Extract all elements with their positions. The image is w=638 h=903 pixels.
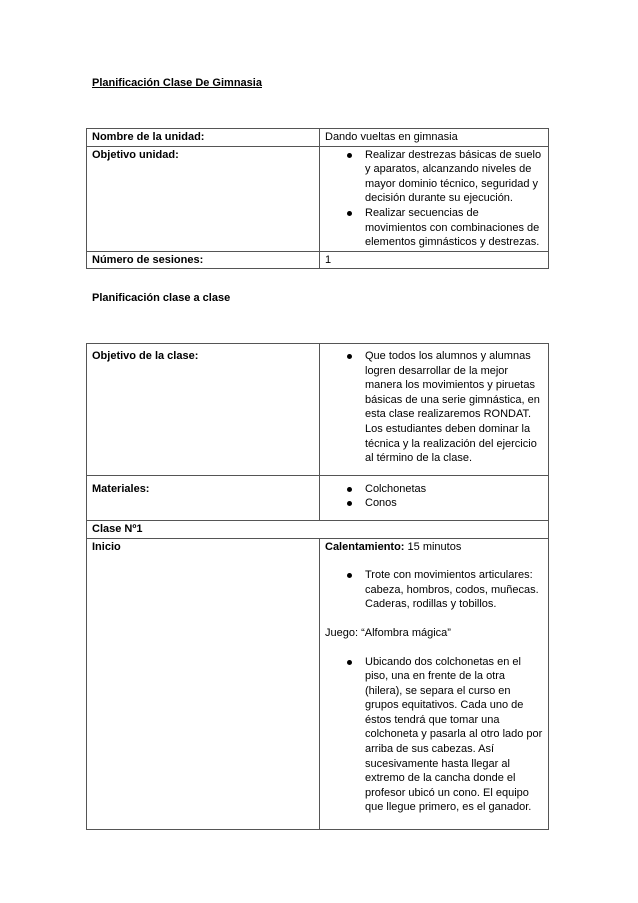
- list-item: Realizar secuencias de movimientos con combinaciones de elementos gimnásticos y destrezas.: [365, 206, 543, 250]
- materials-list: [325, 482, 543, 511]
- table-row: [87, 146, 549, 251]
- table-row: [87, 520, 549, 538]
- table-row: [87, 344, 549, 476]
- table-row: [87, 251, 549, 269]
- table-row: [87, 475, 549, 520]
- table-row: [87, 538, 549, 830]
- warmup-duration: 15 minutos: [404, 540, 462, 553]
- class-objective-cell: [320, 344, 549, 476]
- unit-objective-label: Objetivo unidad:: [87, 146, 320, 251]
- game-label: Juego: “Alfombra mágica”: [325, 626, 451, 639]
- table-row: [87, 129, 549, 147]
- list-item: Que todos los alumnos y alumnas logren desarrollar de la mejor manera los movimientos y piruetas básicas de una serie gimnástica, en esta clase realizaremos RONDAT. Los estudiantes deben dominar la técnica y la realización del ejercicio al término de la clase.: [365, 349, 543, 466]
- unit-objectives-list: [325, 148, 543, 250]
- start-label: Inicio: [87, 538, 320, 830]
- list-item: Colchonetas: [365, 482, 543, 497]
- list-item: Ubicando dos colchonetas en el piso, una en frente de la otra (hilera), se separa el curso en grupos equitativos. Cada uno de éstos tendrá que tomar una colchoneta y pasarla al otro lado por arriba de sus cabezas. Así sucesivamente hasta llegar al extremo de la cancha donde el profesor ubicó un cono. El equipo que llegue primero, es el ganador.: [365, 655, 543, 814]
- warmup-list: [325, 568, 543, 612]
- start-cell: [320, 538, 549, 830]
- section-subtitle: Planificación clase a clase: [92, 292, 231, 304]
- class-heading: Clase Nº1: [87, 520, 549, 538]
- unit-name-label: Nombre de la unidad:: [87, 129, 320, 147]
- game-list: [325, 655, 543, 816]
- warmup-label: Calentamiento:: [325, 540, 405, 553]
- class-table: [86, 343, 549, 830]
- sessions-label: Número de sesiones:: [87, 251, 320, 269]
- unit-name-value: Dando vueltas en gimnasia: [320, 129, 549, 147]
- page-title: Planificación Clase De Gimnasia: [92, 77, 262, 89]
- class-objective-label: Objetivo de la clase:: [87, 344, 320, 476]
- materials-label: Materiales:: [87, 475, 320, 520]
- sessions-value: 1: [320, 251, 549, 269]
- list-item: Realizar destrezas básicas de suelo y aparatos, alcanzando niveles de mayor dominio técnico, seguridad y decisión durante su ejecución.: [365, 148, 542, 205]
- class-objectives-list: [325, 349, 543, 466]
- list-item: Trote con movimientos articulares: cabeza, hombros, codos, muñecas. Caderas, rodillas y tobillos.: [365, 568, 543, 612]
- list-item: Conos: [365, 496, 543, 511]
- unit-table: [86, 128, 549, 269]
- unit-objective-cell: [320, 146, 549, 251]
- warmup-line: [325, 540, 543, 555]
- materials-cell: [320, 475, 549, 520]
